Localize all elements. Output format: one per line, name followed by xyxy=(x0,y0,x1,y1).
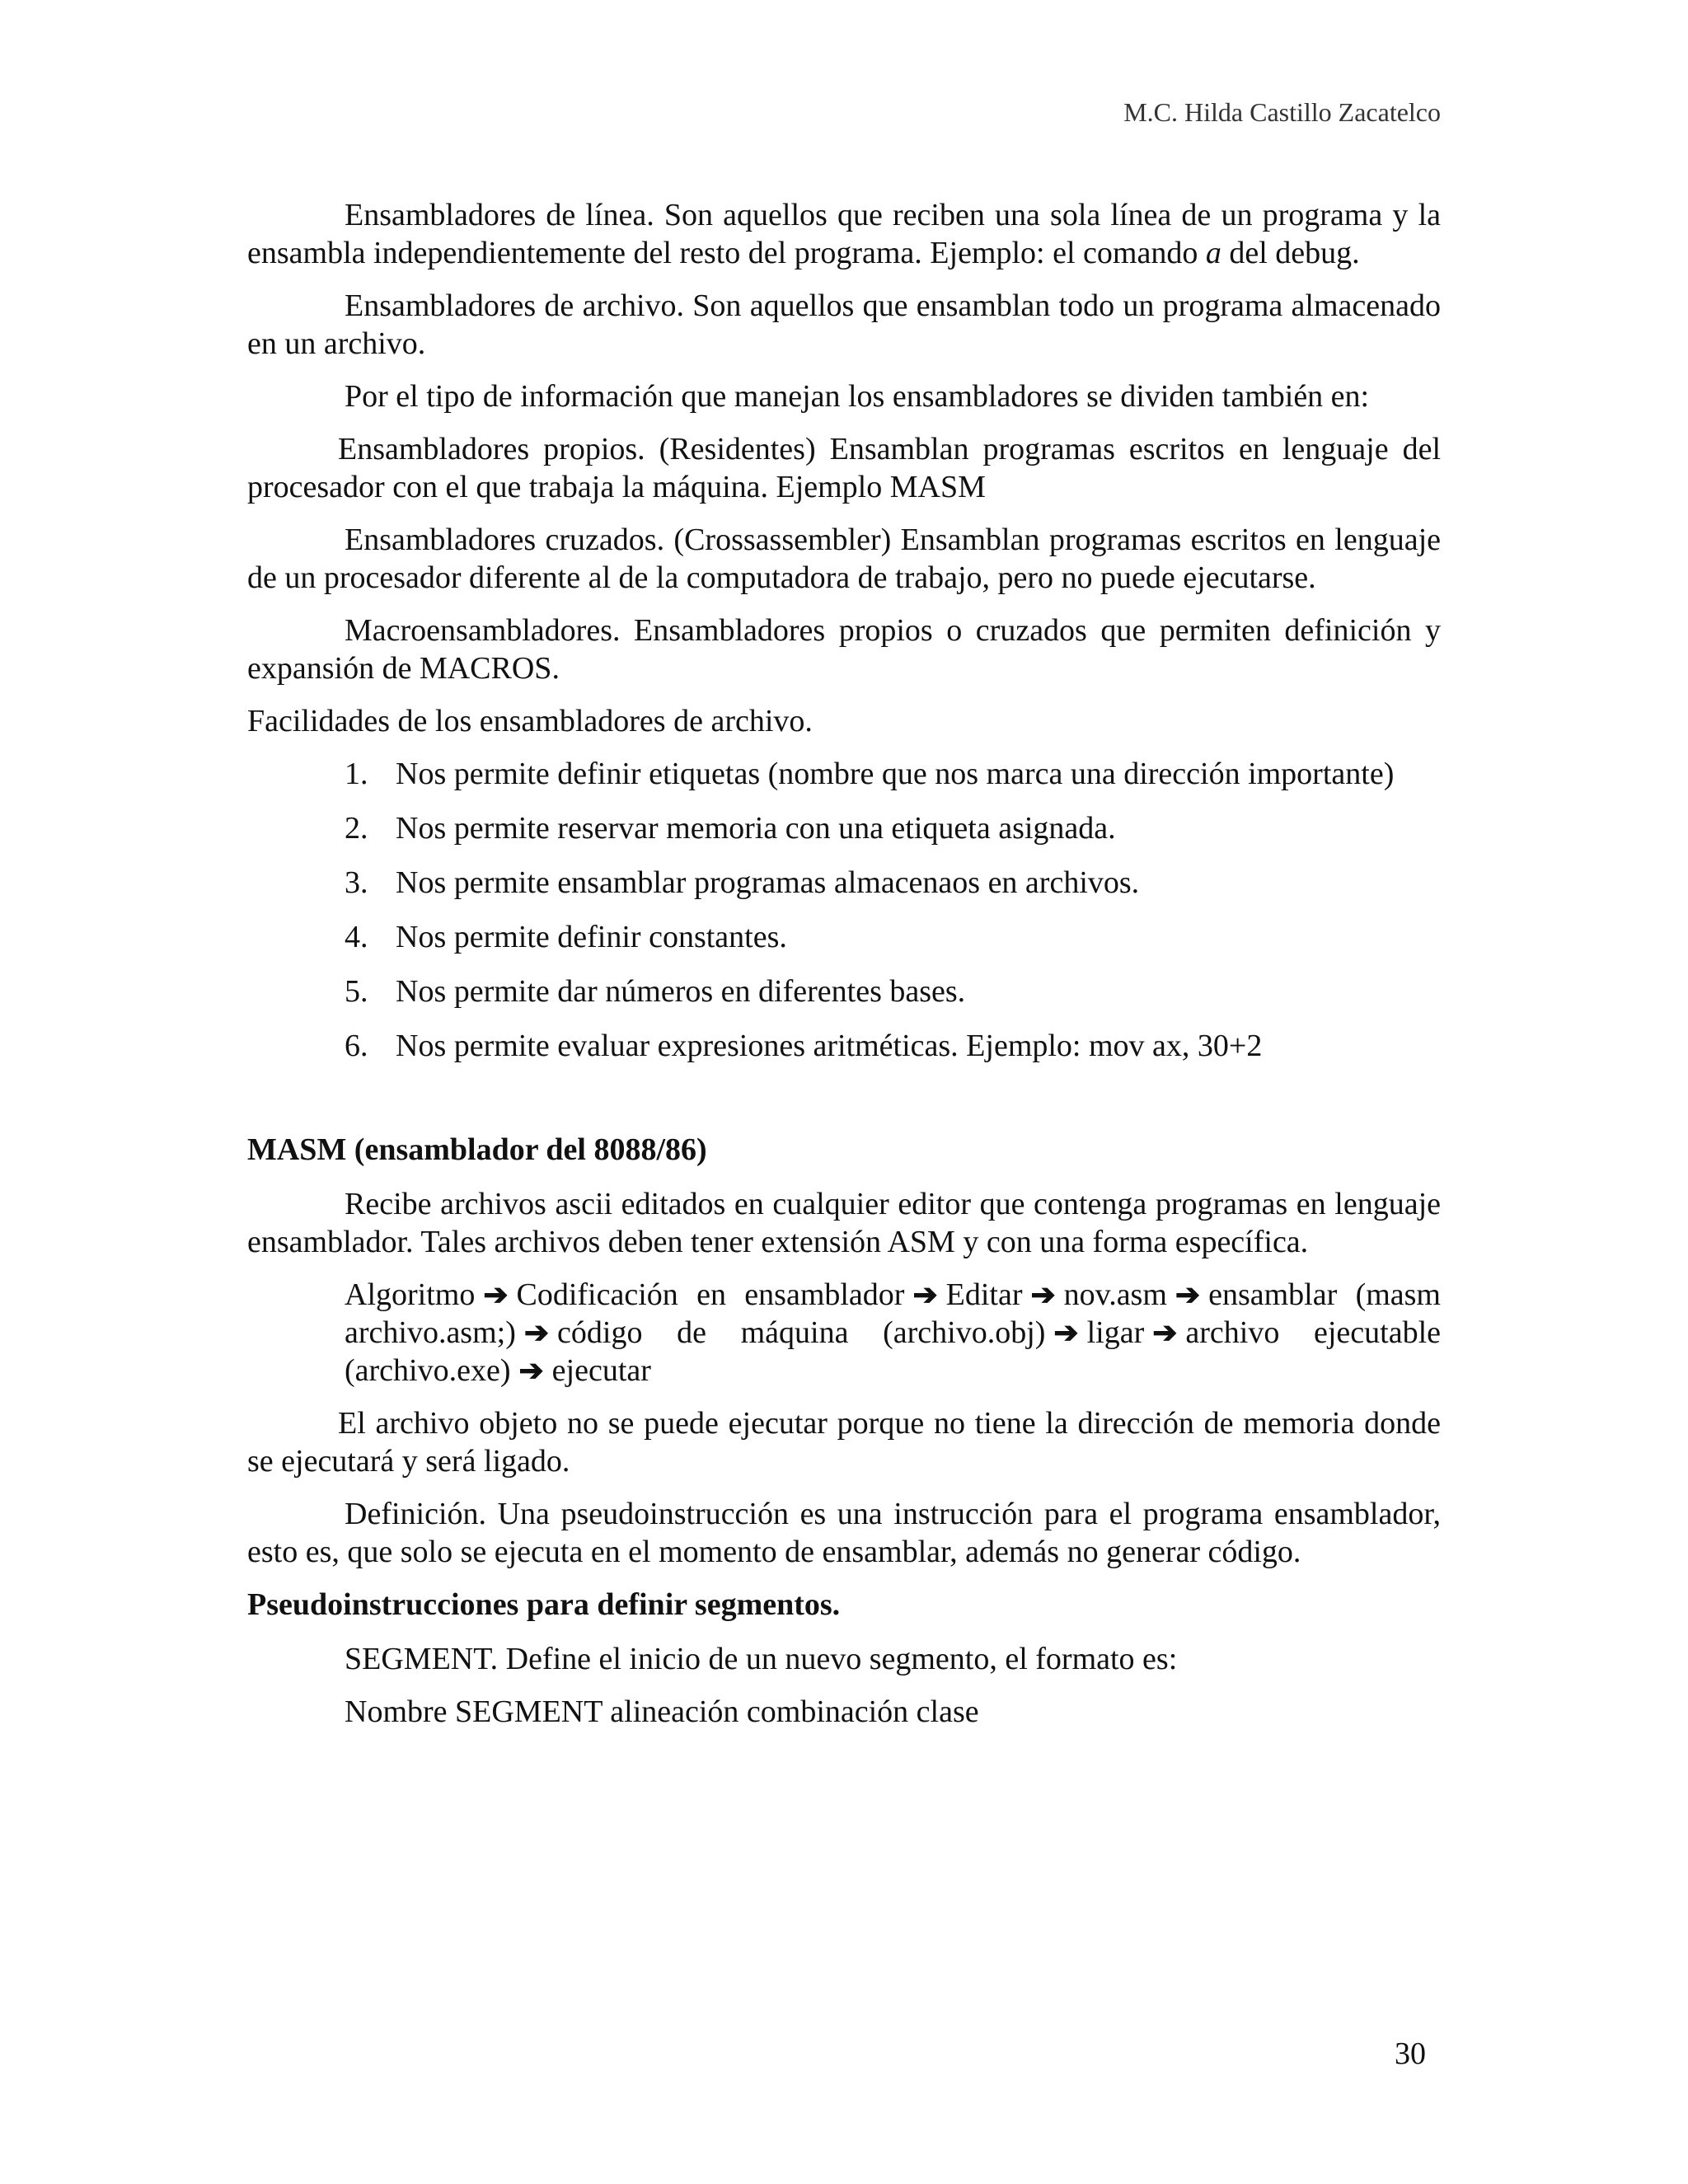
list-text: Nos permite ensamblar programas almacenaos en archivos. xyxy=(396,865,1140,900)
facilities-list xyxy=(247,755,1441,1065)
page-body xyxy=(247,196,1441,1746)
list-item xyxy=(247,1027,1441,1065)
paragraph-segment-definition: SEGMENT. Define el inicio de un nuevo segmento, el formato es: xyxy=(345,1642,1178,1676)
paragraph-segment-format: Nombre SEGMENT alineación combinación clase xyxy=(345,1694,979,1729)
flow-step: ensamblar (masm archivo.asm;) xyxy=(345,1277,1441,1350)
arrow-right-icon: ➔ xyxy=(518,1354,544,1387)
flow-step: código de máquina (archivo.obj) xyxy=(557,1315,1046,1350)
paragraph-facilities-intro: Facilidades de los ensambladores de archivo. xyxy=(247,704,813,738)
list-number: 5. xyxy=(345,974,368,1009)
list-number: 2. xyxy=(345,811,368,846)
flow-step: nov.asm xyxy=(1063,1277,1167,1312)
paragraph-file-assemblers: Ensambladores de archivo. Son aquellos que ensamblan todo un programa almacenado en un archivo. xyxy=(247,288,1441,361)
page-header-author: M.C. Hilda Castillo Zacatelco xyxy=(1123,97,1441,127)
paragraph-cross-assemblers: Ensambladores cruzados. (Crossassembler) Ensamblan programas escritos en lenguaje de un procesador diferente al de la computadora de trabajo, pero no puede ejecutarse. xyxy=(247,523,1441,595)
flow-step: archivo ejecutable (archivo.exe) xyxy=(345,1315,1441,1388)
paragraph-pseudoinstruction-definition: Definición. Una pseudoinstrucción es una instrucción para el programa ensamblador, esto es, que solo se ejecuta en el momento de ensamblar, además no generar código. xyxy=(247,1497,1441,1569)
section-heading-pseudoinstructions: Pseudoinstrucciones para definir segmentos. xyxy=(247,1587,841,1622)
list-text: Nos permite definir constantes. xyxy=(396,920,787,954)
list-text: Nos permite definir etiquetas (nombre que nos marca una dirección importante) xyxy=(396,757,1395,791)
section-spacer xyxy=(247,1081,1441,1131)
emphasis-command: a xyxy=(1205,236,1221,270)
page-number: 30 xyxy=(1395,2036,1426,2071)
list-item xyxy=(247,809,1441,847)
paragraph-masm-intro: Recibe archivos ascii editados en cualquier editor que contenga programas en lenguaje ensamblador. Tales archivos deben tener extensión ASM y con una forma específica. xyxy=(247,1187,1441,1259)
flow-step: Algoritmo xyxy=(345,1277,476,1312)
arrow-right-icon: ➔ xyxy=(912,1278,938,1311)
paragraph-line-assemblers xyxy=(247,196,1441,272)
flow-step: Codificación en ensamblador xyxy=(516,1277,905,1312)
list-item xyxy=(247,918,1441,956)
list-number: 4. xyxy=(345,920,368,954)
flow-step: ligar xyxy=(1086,1315,1145,1350)
list-text: Nos permite dar números en diferentes bases. xyxy=(396,974,966,1009)
list-text: Nos permite reservar memoria con una etiqueta asignada. xyxy=(396,811,1116,846)
flow-step: ejecutar xyxy=(551,1353,651,1388)
flow-step: Editar xyxy=(945,1277,1023,1312)
section-heading-masm: MASM (ensamblador del 8088/86) xyxy=(247,1132,707,1167)
paragraph-own-assemblers: Ensambladores propios. (Residentes) Ensamblan programas escritos en lenguaje del procesador con el que trabaja la máquina. Ejemplo MASM xyxy=(247,432,1441,504)
list-item xyxy=(247,864,1441,902)
paragraph-object-file: El archivo objeto no se puede ejecutar porque no tiene la dirección de memoria donde se ejecutará y será ligado. xyxy=(247,1406,1441,1479)
arrow-right-icon: ➔ xyxy=(1053,1316,1079,1349)
arrow-right-icon: ➔ xyxy=(1030,1278,1056,1311)
list-item xyxy=(247,972,1441,1010)
arrow-right-icon: ➔ xyxy=(1175,1278,1201,1311)
arrow-right-icon: ➔ xyxy=(483,1278,509,1311)
paragraph-info-type: Por el tipo de información que manejan los ensambladores se dividen también en: xyxy=(345,379,1370,414)
list-number: 6. xyxy=(345,1029,368,1063)
list-text: Nos permite evaluar expresiones aritméticas. Ejemplo: mov ax, 30+2 xyxy=(396,1029,1263,1063)
list-item xyxy=(247,755,1441,793)
arrow-right-icon: ➔ xyxy=(1152,1316,1178,1349)
paragraph-text: del debug. xyxy=(1221,236,1360,270)
assembly-flow xyxy=(345,1276,1441,1390)
list-number: 1. xyxy=(345,757,368,791)
paragraph-text: Ensambladores de línea. Son aquellos que reciben una sola línea de un programa y la ensambla independientemente del resto del programa. Ejemplo: el comando xyxy=(247,198,1441,270)
paragraph-macro-assemblers: Macroensambladores. Ensambladores propios o cruzados que permiten definición y expansión de MACROS. xyxy=(247,613,1441,686)
arrow-right-icon: ➔ xyxy=(523,1316,550,1349)
list-number: 3. xyxy=(345,865,368,900)
